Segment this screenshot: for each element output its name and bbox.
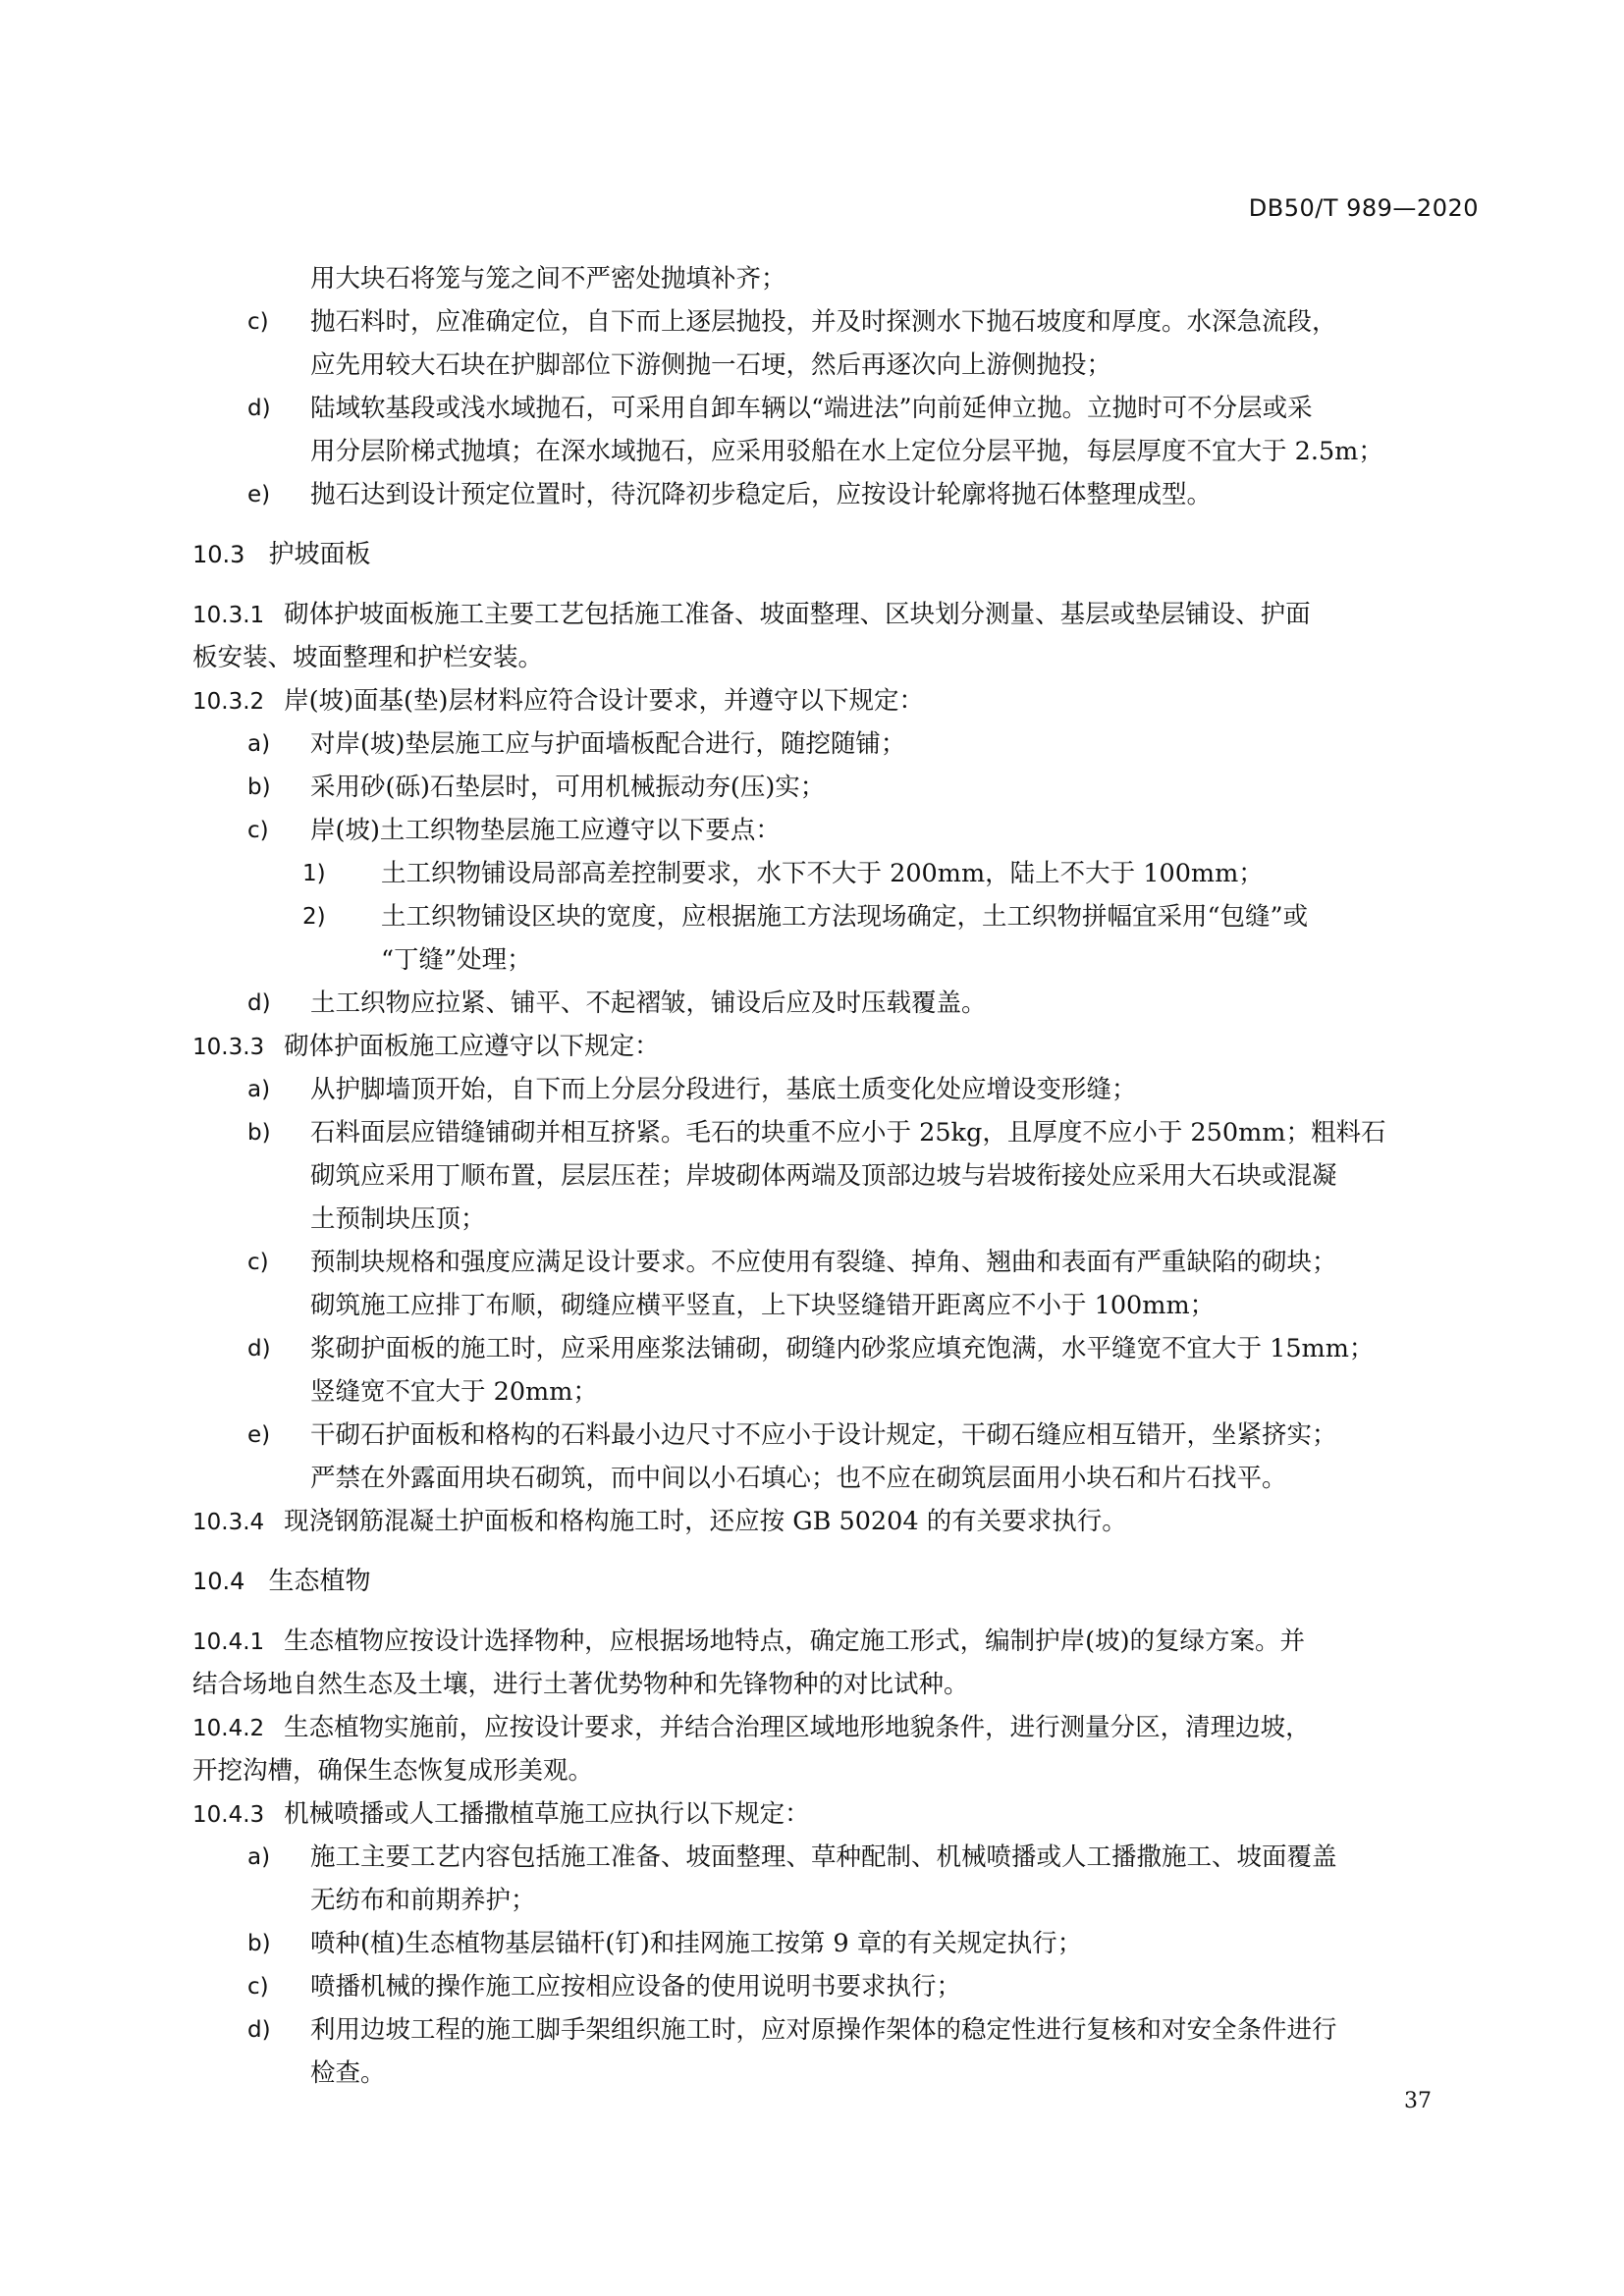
clause-text: 岸(坡)面基(垫)层材料应符合设计要求，并遵守以下规定： [284, 686, 924, 716]
clause-number: 10.3.2 [192, 689, 265, 715]
list-marker: e) [247, 482, 271, 507]
clause-10-3-4 [192, 1500, 1479, 1543]
sub-item-marker: 1) [302, 861, 326, 886]
list-item-text: 应先用较大石块在护脚部位下游侧抛一石埂，然后再逐次向上游侧抛投； [310, 350, 1112, 380]
list-item-text: 预制块规格和强度应满足设计要求。不应使用有裂缝、掉角、翘曲和表面有严重缺陷的砌块； [310, 1248, 1337, 1277]
list-item-a [192, 1836, 1479, 1879]
list-marker: b) [247, 1120, 271, 1146]
list-marker: c) [247, 1974, 269, 2000]
list-item-b [192, 1111, 1479, 1154]
clause-10-4-1 [192, 1620, 1479, 1706]
list-marker: b) [247, 1931, 271, 1956]
list-item-c [192, 1965, 1479, 2008]
sub-item-text: “丁缝”处理； [381, 945, 532, 975]
list-item-d [192, 982, 1479, 1025]
list-item-text: 干砌石护面板和格构的石料最小边尺寸不应小于设计规定，干砌石缝应相互错开，坐紧挤实； [310, 1420, 1337, 1450]
list-item-text: 施工主要工艺内容包括施工准备、坡面整理、草种配制、机械喷播或人工播撒施工、坡面覆盖 [310, 1842, 1337, 1872]
section-title: 生态植物 [268, 1567, 371, 1596]
list-item-b [192, 1922, 1479, 1965]
list-item-text: 砌筑施工应排丁布顺，砌缝应横平竖直，上下块竖缝错开距离应不小于 100mm； [310, 1291, 1216, 1320]
list-item-text: 从护脚墙顶开始，自下而上分层分段进行，基底土质变化处应增设变形缝； [310, 1075, 1137, 1104]
list-item-text: 采用砂(砾)石垫层时，可用机械振动夯(压)实； [310, 773, 826, 802]
list-marker: d) [247, 2017, 271, 2043]
list-item-text: 浆砌护面板的施工时，应采用座浆法铺砌，砌缝内砂浆应填充饱满，水平缝宽不宜大于 15mm； [310, 1334, 1375, 1363]
list-item-c [192, 300, 1479, 387]
sub-item-text: 土工织物铺设局部高差控制要求，水下不大于 200mm，陆上不大于 100mm； [381, 859, 1264, 888]
section-heading-10-3 [192, 533, 1479, 576]
list-marker: c) [247, 309, 269, 335]
list-marker: d) [247, 1336, 271, 1362]
section-number: 10.4 [192, 1568, 245, 1595]
sub-item-text: 土工织物铺设区块的宽度，应根据施工方法现场确定，土工织物拼幅宜采用“包缝”或 [381, 902, 1309, 932]
clause-number: 10.3.1 [192, 603, 265, 628]
clause-10-3-3 [192, 1025, 1479, 1500]
clause-text: 现浇钢筋混凝土护面板和格构施工时，还应按 GB 50204 的有关要求执行。 [284, 1507, 1127, 1536]
list-item-d [192, 1327, 1479, 1370]
list-marker: b) [247, 774, 271, 800]
list-item-c [192, 1241, 1479, 1284]
list-item-d [192, 2008, 1479, 2052]
list-item-d [192, 387, 1479, 473]
list-item-text: 陆域软基段或浅水域抛石，可采用自卸车辆以“端进法”向前延伸立抛。立抛时可不分层或采 [310, 394, 1313, 423]
page-body [192, 257, 1479, 2095]
list-item-text: 用分层阶梯式抛填；在深水域抛石，应采用驳船在水上定位分层平抛，每层厚度不宜大于 2.5m； [310, 437, 1383, 466]
list-item-text: 对岸(坡)垫层施工应与护面墙板配合进行，随挖随铺； [310, 729, 906, 759]
section-heading-10-4 [192, 1560, 1479, 1603]
list-item-text: 竖缝宽不宜大于 20mm； [310, 1377, 598, 1407]
clause-10-4-2 [192, 1706, 1479, 1792]
continued-item-text: 用大块石将笼与笼之间不严密处抛填补齐； [310, 264, 786, 294]
clause-number: 10.3.4 [192, 1510, 265, 1535]
list-marker: a) [247, 1077, 271, 1102]
list-item-text: 利用边坡工程的施工脚手架组织施工时，应对原操作架体的稳定性进行复核和对安全条件进行 [310, 2015, 1337, 2045]
list-item-a [192, 1068, 1479, 1111]
clause-number: 10.4.1 [192, 1629, 265, 1655]
list-item-text: 土预制块压顶； [310, 1204, 486, 1234]
sub-item-marker: 2) [302, 904, 326, 930]
clause-text: 结合场地自然生态及土壤，进行土著优势物种和先锋物种的对比试种。 [192, 1670, 969, 1699]
section-title: 护坡面板 [268, 540, 371, 569]
list-item-text: 喷播机械的操作施工应按相应设备的使用说明书要求执行； [310, 1972, 962, 2002]
list-marker: c) [247, 1250, 269, 1275]
clause-text: 砌体护面板施工应遵守以下规定： [284, 1032, 660, 1061]
list-item-text: 土工织物应拉紧、铺平、不起褶皱，铺设后应及时压载覆盖。 [310, 988, 987, 1018]
clause-10-3-1 [192, 593, 1479, 679]
list-marker: a) [247, 1844, 271, 1870]
section-number: 10.3 [192, 541, 245, 568]
clause-10-4-3 [192, 1792, 1479, 2095]
clause-text: 开挖沟槽，确保生态恢复成形美观。 [192, 1756, 594, 1786]
list-item-c [192, 809, 1479, 852]
clause-text: 板安装、坡面整理和护栏安装。 [192, 643, 544, 672]
list-marker: e) [247, 1422, 271, 1448]
list-marker: c) [247, 818, 269, 843]
list-item-b [192, 766, 1479, 809]
clause-text: 机械喷播或人工播撒植草施工应执行以下规定： [284, 1799, 810, 1829]
list-marker: a) [247, 731, 271, 757]
clause-10-3-2 [192, 679, 1479, 1025]
list-item-text: 抛石达到设计预定位置时，待沉降初步稳定后，应按设计轮廓将抛石体整理成型。 [310, 480, 1213, 509]
list-item-e [192, 473, 1479, 516]
clause-number: 10.3.3 [192, 1035, 265, 1060]
clause-text: 生态植物实施前，应按设计要求，并结合治理区域地形地貌条件，进行测量分区，清理边坡， [284, 1713, 1311, 1742]
page-number: 37 [1404, 2089, 1432, 2113]
list-item-text: 喷种(植)生态植物基层锚杆(钉)和挂网施工按第 9 章的有关规定执行； [310, 1929, 1083, 1958]
clause-text: 砌体护坡面板施工主要工艺包括施工准备、坡面整理、区块划分测量、基层或垫层铺设、护面 [284, 600, 1311, 629]
list-item-text: 岸(坡)土工织物垫层施工应遵守以下要点： [310, 816, 781, 845]
list-item-e [192, 1414, 1479, 1457]
sub-item-1 [192, 852, 1479, 895]
list-item-text: 严禁在外露面用块石砌筑，而中间以小石填心；也不应在砌筑层面用小块石和片石找平。 [310, 1464, 1287, 1493]
clause-text: 生态植物应按设计选择物种，应根据场地特点，确定施工形式，编制护岸(坡)的复绿方案。并 [284, 1627, 1306, 1656]
list-item-text: 石料面层应错缝铺砌并相互挤紧。毛石的块重不应小于 25kg，且厚度不应小于 250mm；粗料石 [310, 1118, 1386, 1148]
list-item-text: 砌筑应采用丁顺布置，层层压茬；岸坡砌体两端及顶部边坡与岩坡衔接处应采用大石块或混凝 [310, 1161, 1337, 1191]
list-marker: d) [247, 990, 271, 1016]
document-id-header: DB50/T 989—2020 [1248, 194, 1479, 222]
list-item-text: 无纺布和前期养护； [310, 1886, 536, 1915]
list-item-text: 检查。 [310, 2058, 386, 2088]
list-item-a [192, 722, 1479, 766]
list-item-text: 抛石料时，应准确定位，自下而上逐层抛投，并及时探测水下抛石坡度和厚度。水深急流段， [310, 307, 1337, 337]
sub-item-2 [192, 895, 1479, 938]
list-marker: d) [247, 396, 271, 421]
clause-number: 10.4.2 [192, 1716, 265, 1741]
clause-number: 10.4.3 [192, 1802, 265, 1828]
